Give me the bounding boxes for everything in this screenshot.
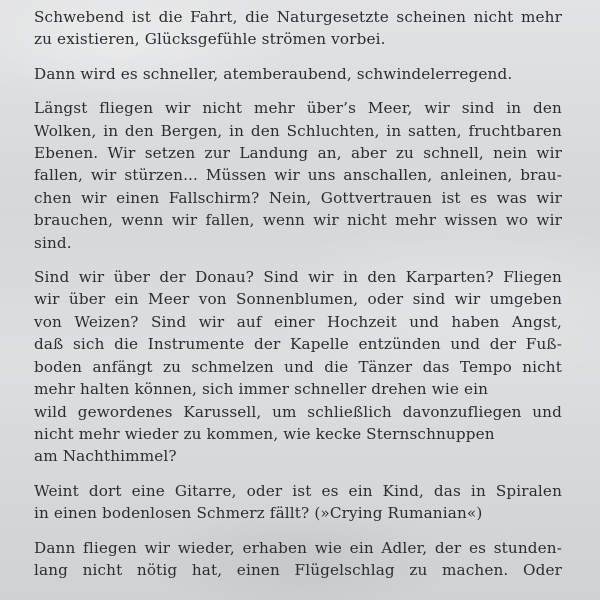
text-line: lang nicht nötig hat, einen Flügelschlag zu machen. Oder [34, 560, 562, 579]
paragraph-4 [34, 266, 562, 468]
text-line: in einen bodenlosen Schmerz fällt? (»Crying Rumanian«) [34, 504, 483, 523]
text-line: Dann wird es schneller, atemberaubend, schwindelerregend. [34, 64, 513, 83]
text-line: Ebenen. Wir setzen zur Landung an, aber zu schnell, nein wir [34, 144, 562, 163]
text-line: chen wir einen Fallschirm? Nein, Gottvertrauen ist es was wir [34, 188, 562, 207]
text-line: fallen, wir stürzen... Müssen wir uns anschallen, anleinen, brau- [34, 166, 562, 185]
text-line: sind. [34, 233, 72, 252]
text-line: Längst fliegen wir nicht mehr über’s Meer, wir sind in den [34, 99, 562, 118]
text-line: wir über ein Meer von Sonnenblumen, oder sind wir umgeben [34, 290, 562, 309]
text-line: Weint dort eine Gitarre, oder ist es ein Kind, das in Spiralen [34, 481, 562, 500]
text-line: nicht mehr wieder zu kommen, wie kecke Sternschnuppen [34, 424, 495, 443]
text-line: Schwebend ist die Fahrt, die Naturgesetzte scheinen nicht mehr [34, 8, 562, 26]
text-line: Wolken, in den Bergen, in den Schluchten, in satten, fruchtbaren [34, 121, 562, 140]
paragraph-2 [34, 63, 562, 85]
text-column [34, 6, 562, 593]
paragraph-3 [34, 97, 562, 254]
paragraph-6 [34, 537, 562, 582]
text-line: wild gewordenes Karussell, um schließlich davonzufliegen und [34, 402, 562, 421]
text-line: Sind wir über der Donau? Sind wir in den Karparten? Fliegen [34, 268, 562, 287]
paragraph-1 [34, 6, 562, 51]
text-line: Dann fliegen wir wieder, erhaben wie ein Adler, der es stunden- [34, 538, 562, 557]
text-line: am Nachthimmel? [34, 447, 177, 466]
text-line: brauchen, wenn wir fallen, wenn wir nicht mehr wissen wo wir [34, 211, 562, 230]
text-line: daß sich die Instrumente der Kapelle entzünden und der Fuß- [34, 335, 562, 354]
text-line: mehr halten können, sich immer schneller drehen wie ein [34, 380, 489, 399]
text-line: boden anfängt zu schmelzen und die Tänzer das Tempo nicht [34, 357, 562, 376]
text-line: zu existieren, Glücksgefühle strömen vorbei. [34, 30, 386, 49]
paragraph-5 [34, 480, 562, 525]
text-line: von Weizen? Sind wir auf einer Hochzeit und haben Angst, [34, 312, 562, 331]
